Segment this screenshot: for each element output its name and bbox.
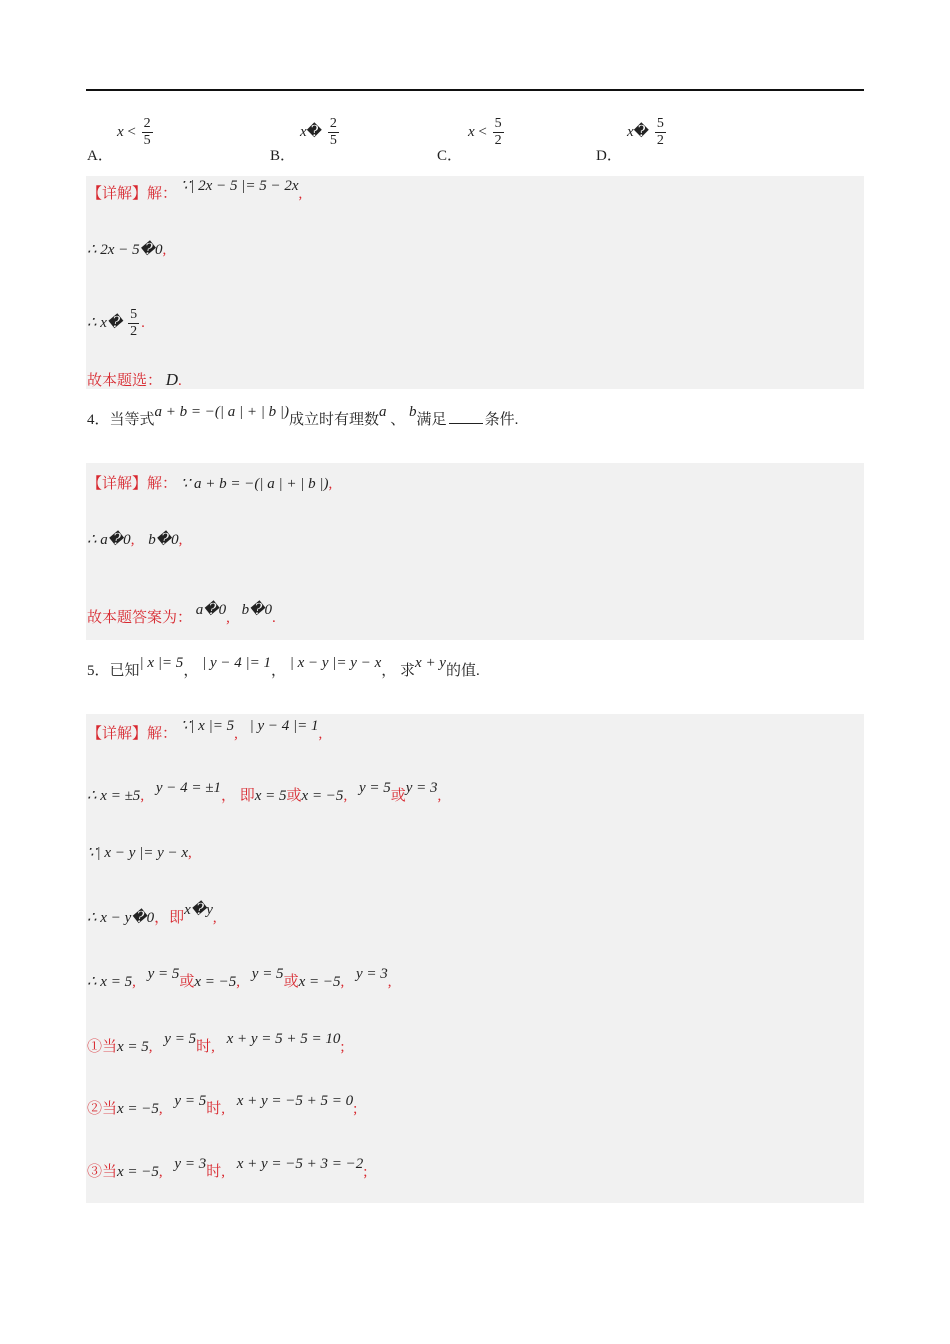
- option-c-expr: x < $\frac{5}{2}$: [468, 116, 502, 148]
- option-d-expr: x� $\frac{5}{2}$: [627, 116, 664, 148]
- sol5-line1: 【详解】解： ∵| x |= 5, | y − 4 |= 1,: [87, 718, 323, 742]
- option-d-fraction: $\frac{5}{2}$: [656, 116, 664, 148]
- sol4-answer: 故本题答案为： a�0, b�0.: [87, 602, 276, 626]
- sol5-line4: ∴ x − y�0，即x�y,: [87, 902, 217, 926]
- answer-blank: [449, 411, 483, 424]
- question-5: 5．已知| x |= 5， | y − 4 |= 1， | x − y |= y − x， 求x + y的值.: [87, 655, 480, 679]
- sol5-line2: ∴ x = ±5, y − 4 = ±1， 即x = 5或x = −5, y = 5或y = 3,: [87, 780, 442, 804]
- sol4-line2: ∴ a�0, b�0,: [87, 532, 183, 548]
- sol3-line1: 【详解】解： ∵| 2x − 5 |= 5 − 2x,: [87, 178, 303, 202]
- option-d-label: D．: [596, 148, 622, 164]
- sol5-case3: ③当x = −5, y = 3时, x + y = −5 + 3 = −2;: [87, 1156, 368, 1180]
- option-a-label: A．: [87, 148, 113, 164]
- sol3-line3: ∴ x� $\frac{5}{2}$ .: [87, 307, 145, 339]
- sol5-case2: ②当x = −5, y = 5时, x + y = −5 + 5 = 0;: [87, 1093, 358, 1117]
- sol5-line3: ∵| x − y |= y − x,: [87, 845, 192, 861]
- option-b-fraction: $\frac{2}{5}$: [329, 116, 337, 148]
- option-b-label: B．: [270, 148, 296, 164]
- sol4-line1: 【详解】解： ∵ a + b = −(| a | + | b |),: [87, 476, 333, 492]
- question-4: 4．当等式a + b = −(| a | + | b |)成立时有理数a 、 b满足 条件.: [87, 404, 519, 428]
- header-rule: [86, 89, 864, 91]
- option-a-expr: x < $\frac{2}{5}$: [117, 116, 151, 148]
- option-b-expr: x� $\frac{2}{5}$: [300, 116, 337, 148]
- option-c-label: C．: [437, 148, 463, 164]
- option-a-fraction: $\frac{2}{5}$: [143, 116, 151, 148]
- sol5-line5: ∴ x = 5, y = 5或x = −5, y = 5或x = −5, y = 3,: [87, 966, 392, 990]
- solution-panel-q3: [86, 176, 864, 389]
- sol3-choice: 故本题选： D.: [87, 370, 182, 389]
- sol3-fraction: $\frac{5}{2}$: [130, 307, 138, 339]
- sol3-line2: ∴ 2x − 5�0,: [87, 242, 167, 258]
- detail-label: 【详解】解：: [87, 186, 178, 202]
- sol5-case1: ①当x = 5, y = 5时, x + y = 5 + 5 = 10;: [87, 1031, 345, 1055]
- option-c-fraction: $\frac{5}{2}$: [494, 116, 502, 148]
